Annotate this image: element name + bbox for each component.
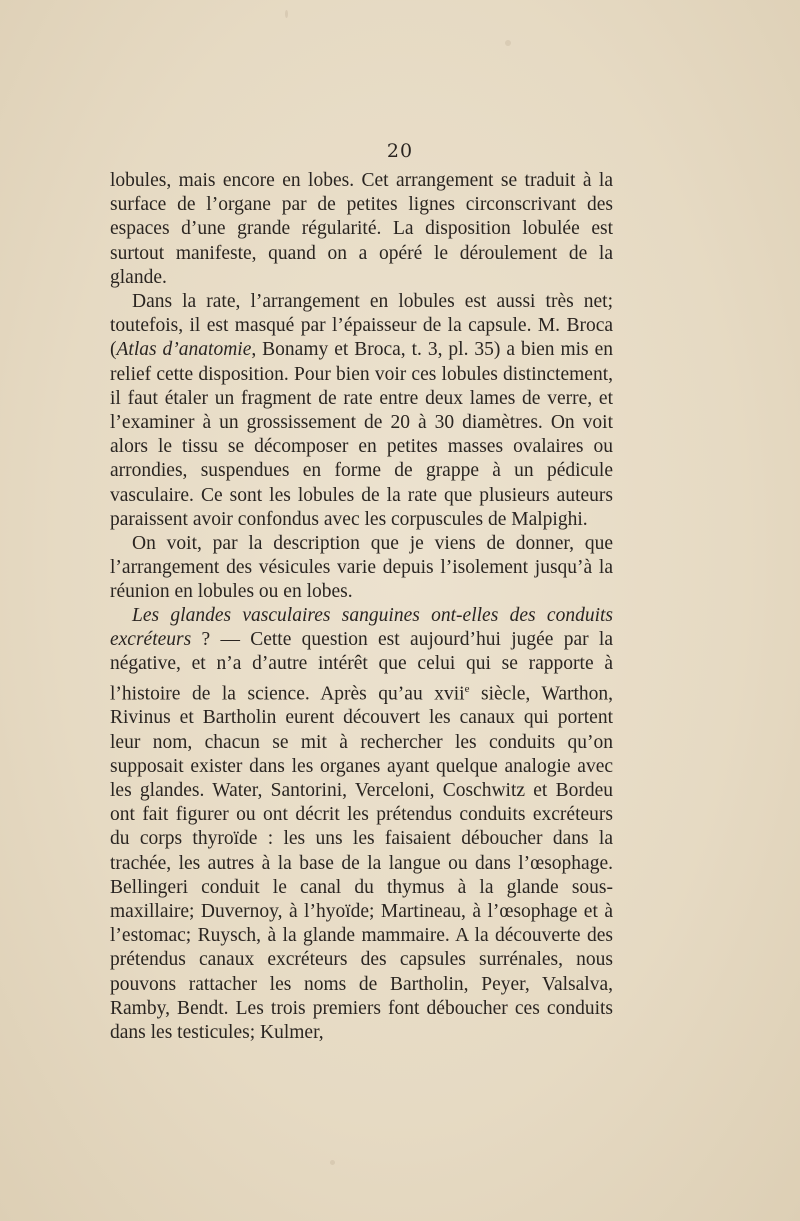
paragraph-text: lobules, mais encore en lobes. Cet arrangement se traduit à la surface de l’organe par de petites lignes circonscrivant des espaces d’une grande régularité. La disposition lobulée est surtout manifeste, quand on a opéré le déroulement de la glande. — [110, 170, 613, 288]
italic-text: Les glandes vasculaires sanguines ont-elles des conduits excréteurs — [110, 605, 613, 651]
paper-stain — [285, 10, 288, 18]
paper-stain — [330, 1160, 335, 1165]
italic-text: Atlas d’anatomie — [116, 339, 252, 361]
paragraph-text: siècle, Warthon, Rivinus et Bartholin eurent découvert les canaux qui portent leur nom, chacun se mit à rechercher les conduits qu’on supposait exister dans les organes ayant quelque analogie avec les glandes. Water, Santorini, Verceloni, Coschwitz et Bordeu ont fait figurer ou ont décrit les prétendus conduits excréteurs du corps thyroïde : les uns les faisaient déboucher dans la trachée, les autres à la base de la langue ou dans l’œsophage. Bellingeri conduit le canal du thymus à la glande sous-maxillaire; Duvernoy, à l’hyoïde; Martineau, à l’œsophage et à l’estomac; Ruysch, à la glande mammaire. A la découverte des prétendus canaux excréteurs des capsules surrénales, nous pouvons rattacher les noms de Bartholin, Peyer, Valsalva, Ramby, Bendt. Les trois premiers font déboucher ces conduits dans les testicules; Kulmer, — [110, 683, 614, 1043]
paragraph — [110, 290, 613, 532]
paragraph-text: , Bonamy et Broca, t. 3, pl. 35) a bien mis en relief cette disposition. Pour bien voir ces lobules distinctement, il faut étaler un fragment de rate entre deux lames de verre, et l’examiner à un grossissement de 20 à 30 diamètres. On voit alors le tissu se décomposer en petites masses ovalaires ou arrondies, suspendues en forme de grappe à un pédicule vasculaire. Ce sont les lobules de la rate que plusieurs auteurs paraissent avoir confondus avec les corpuscules de Malpighi. — [110, 339, 613, 530]
paragraph — [110, 169, 613, 290]
page-number: 20 — [386, 140, 414, 162]
paragraph-text: ? — Cette question est aujourd’hui jugée par la négative, et n’a d’autre intérêt que celui qui se rapporte à l’histoire de la science. Après qu’au xvii — [110, 629, 613, 705]
paragraph — [110, 604, 613, 1045]
paragraph-text: Dans la rate, l’arrangement en lobules est aussi très net; toutefois, il est masqué par l’épaisseur de la capsule. M. Broca ( — [110, 291, 613, 361]
paragraph-text: On voit, par la description que je viens de donner, que l’arrangement des vésicules varie depuis l’isolement jusqu’à la réunion en lobules ou en lobes. — [110, 533, 613, 603]
text-section-1 — [110, 169, 613, 605]
text-section-2 — [110, 604, 613, 1045]
paragraph-text: e — [464, 682, 470, 695]
paper-stain — [505, 40, 511, 46]
paragraph — [110, 532, 613, 605]
